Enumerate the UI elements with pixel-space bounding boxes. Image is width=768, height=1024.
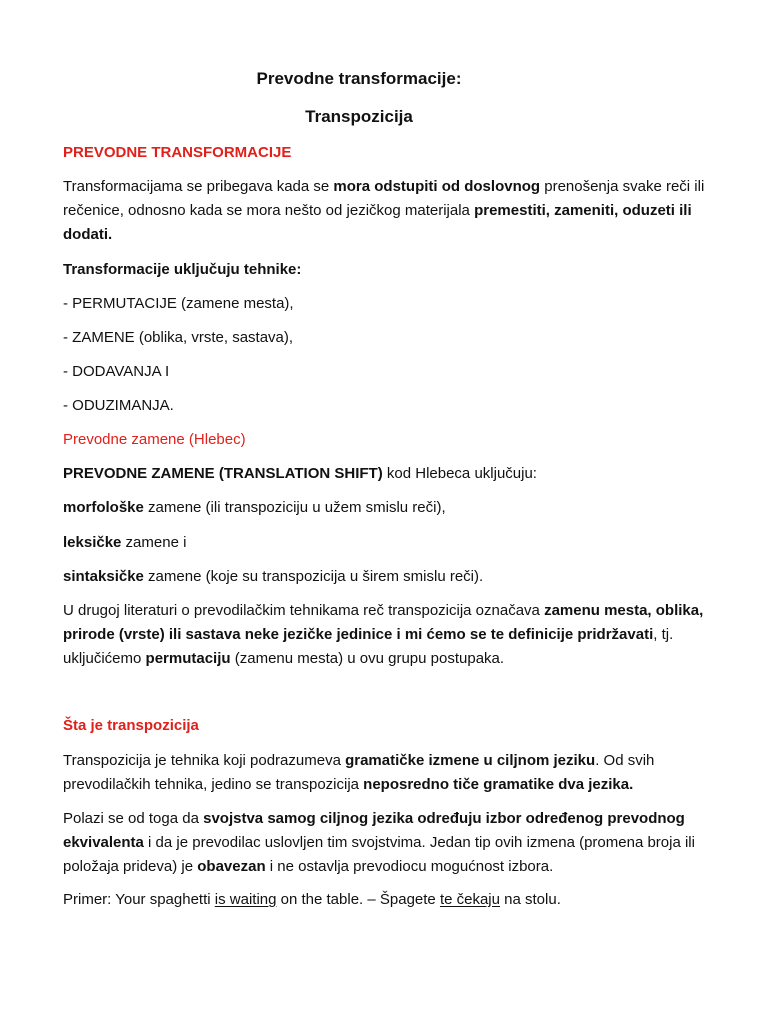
technique-item: - PERMUTACIJE (zamene mesta), [63, 295, 294, 312]
shift-type-morphological: morfološke zamene (ili transpoziciju u užem smislu reči), [63, 499, 446, 516]
shift-type-syntactic: sintaksičke zamene (koje su transpozicija u širem smislu reči). [63, 568, 484, 585]
paragraph-target-language: Polazi se od toga da svojstva samog ciljnog jezika određuju izbor određenog prevodnog ekvivalenta i da je prevodilac uslovljen tim svojstvima. Jedan tip ovih izmena (promena broja ili položaja prideva) je obavezan i ne ostavlja prevodiocu mogućnost izbora. [63, 810, 695, 875]
section-heading-transformations: PREVODNE TRANSFORMACIJE [63, 144, 292, 161]
section-heading-translation-shifts: Prevodne zamene (Hlebec) [63, 431, 246, 448]
translation-shift-intro: PREVODNE ZAMENE (TRANSLATION SHIFT) kod Hlebeca uključuju: [63, 465, 537, 482]
technique-item: - DODAVANJA I [63, 363, 170, 380]
paragraph-transformations: Transformacijama se pribegava kada se mora odstupiti od doslovnog prenošenja svake reči ili rečenice, odnosno kada se mora nešto od jezičkog materijala premestiti, zameniti, oduzeti ili dodati. [63, 178, 705, 243]
example-sentence: Primer: Your spaghetti is waiting on the table. – Špagete te čekaju na stolu. [63, 891, 561, 908]
technique-item: - ODUZIMANJA. [63, 397, 174, 414]
techniques-label: Transformacije uključuju tehnike: [63, 261, 302, 278]
technique-item: - ZAMENE (oblika, vrste, sastava), [63, 329, 294, 346]
document-subtitle: Transpozicija [305, 107, 413, 126]
paragraph-transposition-definition: Transpozicija je tehnika koji podrazumeva gramatičke izmene u ciljnom jeziku. Od svih prevodilačkih tehnika, jedino se transpozicija neposredno tiče gramatike dva jezika. [63, 752, 655, 793]
paragraph-literature: U drugoj literaturi o prevodilačkim tehnikama reč transpozicija označava zamenu mesta, oblika, prirode (vrste) ili sastava neke jezičke jedinice i mi ćemo se te definicije pridržavati, tj. uključićemo permutaciju (zamenu mesta) u ovu grupu postupaka. [63, 602, 704, 667]
shift-type-lexical: leksičke zamene i [63, 534, 187, 551]
document-title: Prevodne transformacije: [256, 69, 462, 88]
section-heading-what-is-transposition: Šta je transpozicija [63, 717, 199, 734]
